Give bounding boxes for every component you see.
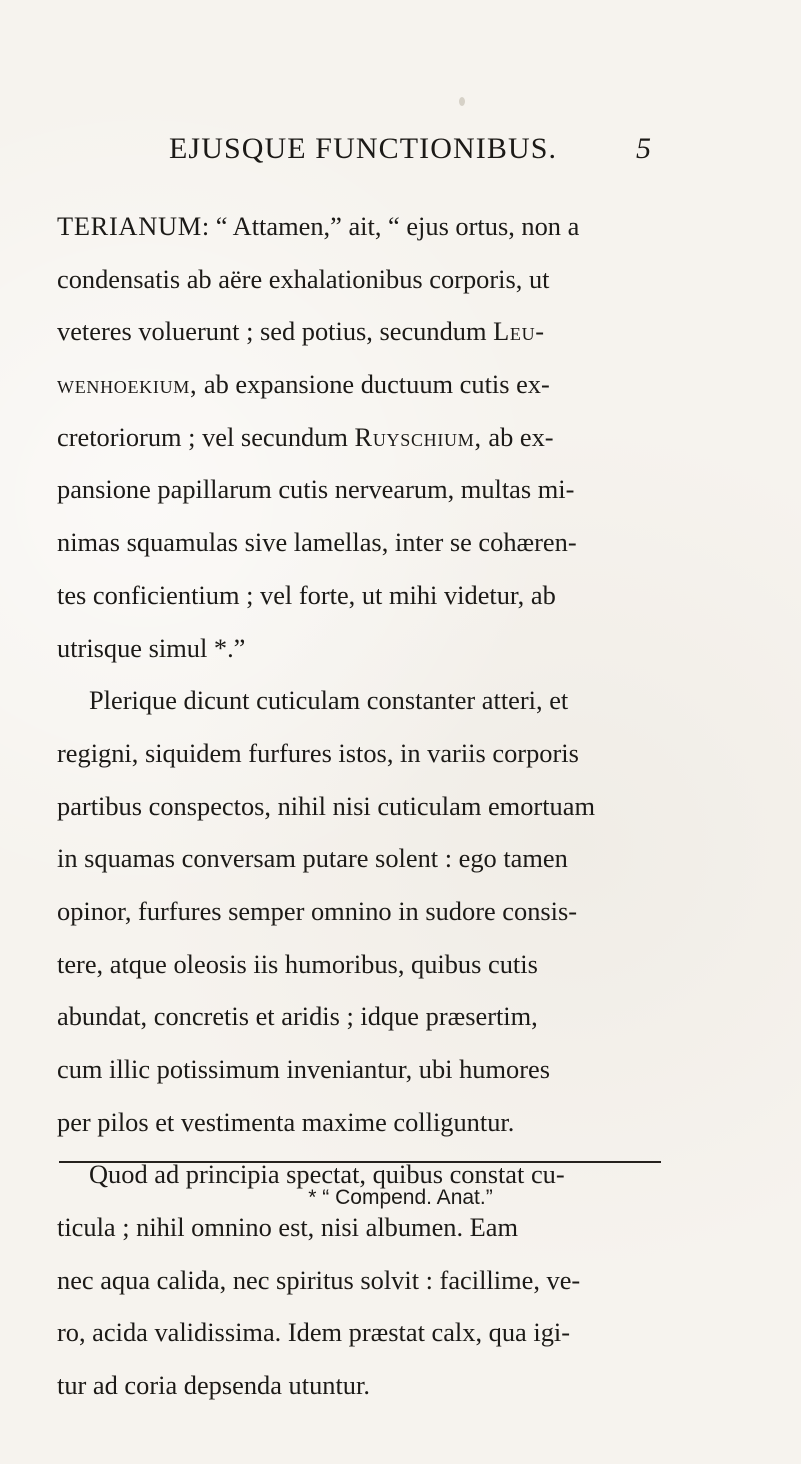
text-line-5 bbox=[57, 411, 656, 464]
footnote-divider bbox=[59, 1161, 661, 1163]
line-tail: ab ex- bbox=[481, 421, 554, 452]
text-line-20: ticula ; nihil omnino est, nisi albumen. Eam bbox=[57, 1212, 519, 1243]
text-line-3 bbox=[57, 305, 656, 358]
running-head bbox=[0, 129, 801, 169]
text-line-19: Quod ad principia spectat, quibus constat cu- bbox=[89, 1159, 565, 1190]
small-caps-name: Leu- bbox=[493, 316, 545, 347]
text-line-8: tes conficientium ; vel forte, ut mihi videtur, ab bbox=[57, 579, 556, 610]
text-line-16: abundat, concretis et aridis ; idque præsertim, bbox=[57, 1001, 538, 1032]
ink-dot bbox=[459, 97, 465, 106]
text-line-10: Plerique dicunt cuticulam constanter atteri, et bbox=[89, 685, 569, 716]
line-text: ab expansione ductuum cutis ex- bbox=[197, 369, 550, 400]
text-line-18: per pilos et vestimenta maxime colliguntur. bbox=[57, 1106, 515, 1137]
text-line-13: in squamas conversam putare solent : ego tamen bbox=[57, 843, 568, 874]
text-line-21: nec aqua calida, nec spiritus solvit : facillime, ve- bbox=[57, 1264, 581, 1295]
text-line-11: regigni, siquidem furfures istos, in variis corporis bbox=[57, 737, 579, 768]
running-title: EJUSQUE FUNCTIONIBUS. bbox=[169, 132, 558, 165]
page-number: 5 bbox=[636, 132, 651, 165]
footnote: * “ Compend. Anat.” bbox=[308, 1186, 493, 1209]
text-line-12: partibus conspectos, nihil nisi cuticulam emortuam bbox=[57, 790, 595, 821]
line-text: veteres voluerunt ; sed potius, secundum bbox=[57, 316, 494, 347]
line-text: cretoriorum ; vel secundum bbox=[57, 421, 355, 452]
text-line-2: condensatis ab aëre exhalationibus corporis, ut bbox=[57, 263, 550, 294]
small-caps-name: Ruyschium, bbox=[354, 421, 482, 452]
small-caps-name: TERIANUM bbox=[57, 211, 202, 241]
main-text bbox=[57, 200, 656, 1412]
text-line-9: utrisque simul *.” bbox=[57, 632, 246, 663]
line-text: : “ Attamen,” ait, “ ejus ortus, non a bbox=[201, 211, 580, 241]
small-caps-name: wenhoekium, bbox=[57, 369, 198, 400]
text-line-23: tur ad coria depsenda utuntur. bbox=[57, 1370, 370, 1401]
text-line-22: ro, acida validissima. Idem præstat calx, qua igi- bbox=[57, 1317, 571, 1348]
text-line-17: cum illic potissimum inveniantur, ubi humores bbox=[57, 1054, 550, 1084]
text-line-4 bbox=[57, 358, 656, 411]
text-line-15: tere, atque oleosis iis humoribus, quibus cutis bbox=[57, 948, 538, 979]
text-line-1 bbox=[57, 200, 656, 253]
text-line-7: nimas squamulas sive lamellas, inter se cohæren- bbox=[57, 527, 577, 558]
text-line-14: opinor, furfures semper omnino in sudore consis- bbox=[57, 895, 578, 926]
text-line-6: pansione papillarum cutis nervearum, multas mi- bbox=[57, 474, 575, 505]
